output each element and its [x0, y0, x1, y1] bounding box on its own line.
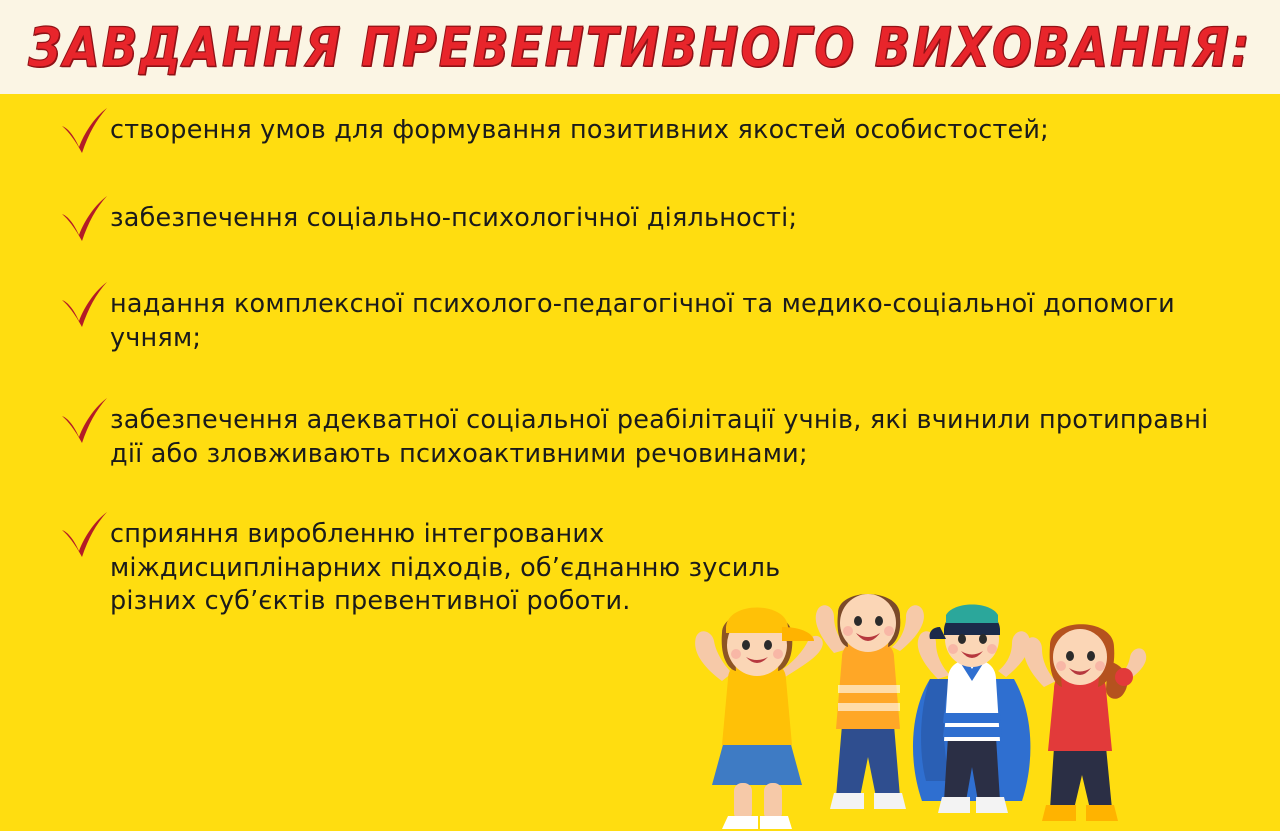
girl-with-yellow-cap	[695, 608, 823, 830]
boy-with-blue-cape	[913, 605, 1030, 814]
boy-in-orange-shirt	[816, 594, 924, 809]
check-icon	[58, 106, 110, 154]
list-item-text: сприяння виробленню інтегрованих міждисциплінарних підходів, об’єднанню зусиль різних суб’єктів превентивної роботи.	[110, 518, 781, 617]
check-icon	[58, 510, 110, 558]
objectives-list	[58, 112, 1248, 619]
list-item	[58, 112, 1248, 154]
check-icon	[58, 194, 110, 242]
list-item-text: забезпечення адекватної соціальної реабілітації учнів, які вчинили протиправні дії або зловживають психоактивними речовинами;	[110, 404, 1209, 469]
list-item-text: створення умов для формування позитивних якостей особистостей;	[110, 115, 1049, 145]
check-icon	[58, 396, 110, 444]
list-item-text: надання комплексної психолого-педагогічної та медико-соціальної допомоги учням;	[110, 289, 1175, 353]
list-item	[58, 200, 1248, 242]
girl-in-red-shirt	[1024, 624, 1146, 821]
list-item-text: забезпечення соціально-психологічної діяльності;	[110, 203, 798, 233]
check-icon	[58, 280, 110, 328]
slide-header	[0, 0, 1280, 94]
list-item	[58, 402, 1248, 472]
list-item	[58, 286, 1248, 356]
page-title: ЗАВДАННЯ ПРЕВЕНТИВНОГО ВИХОВАННЯ:	[28, 15, 1252, 79]
four-children-cheering-illustration	[662, 561, 1262, 831]
